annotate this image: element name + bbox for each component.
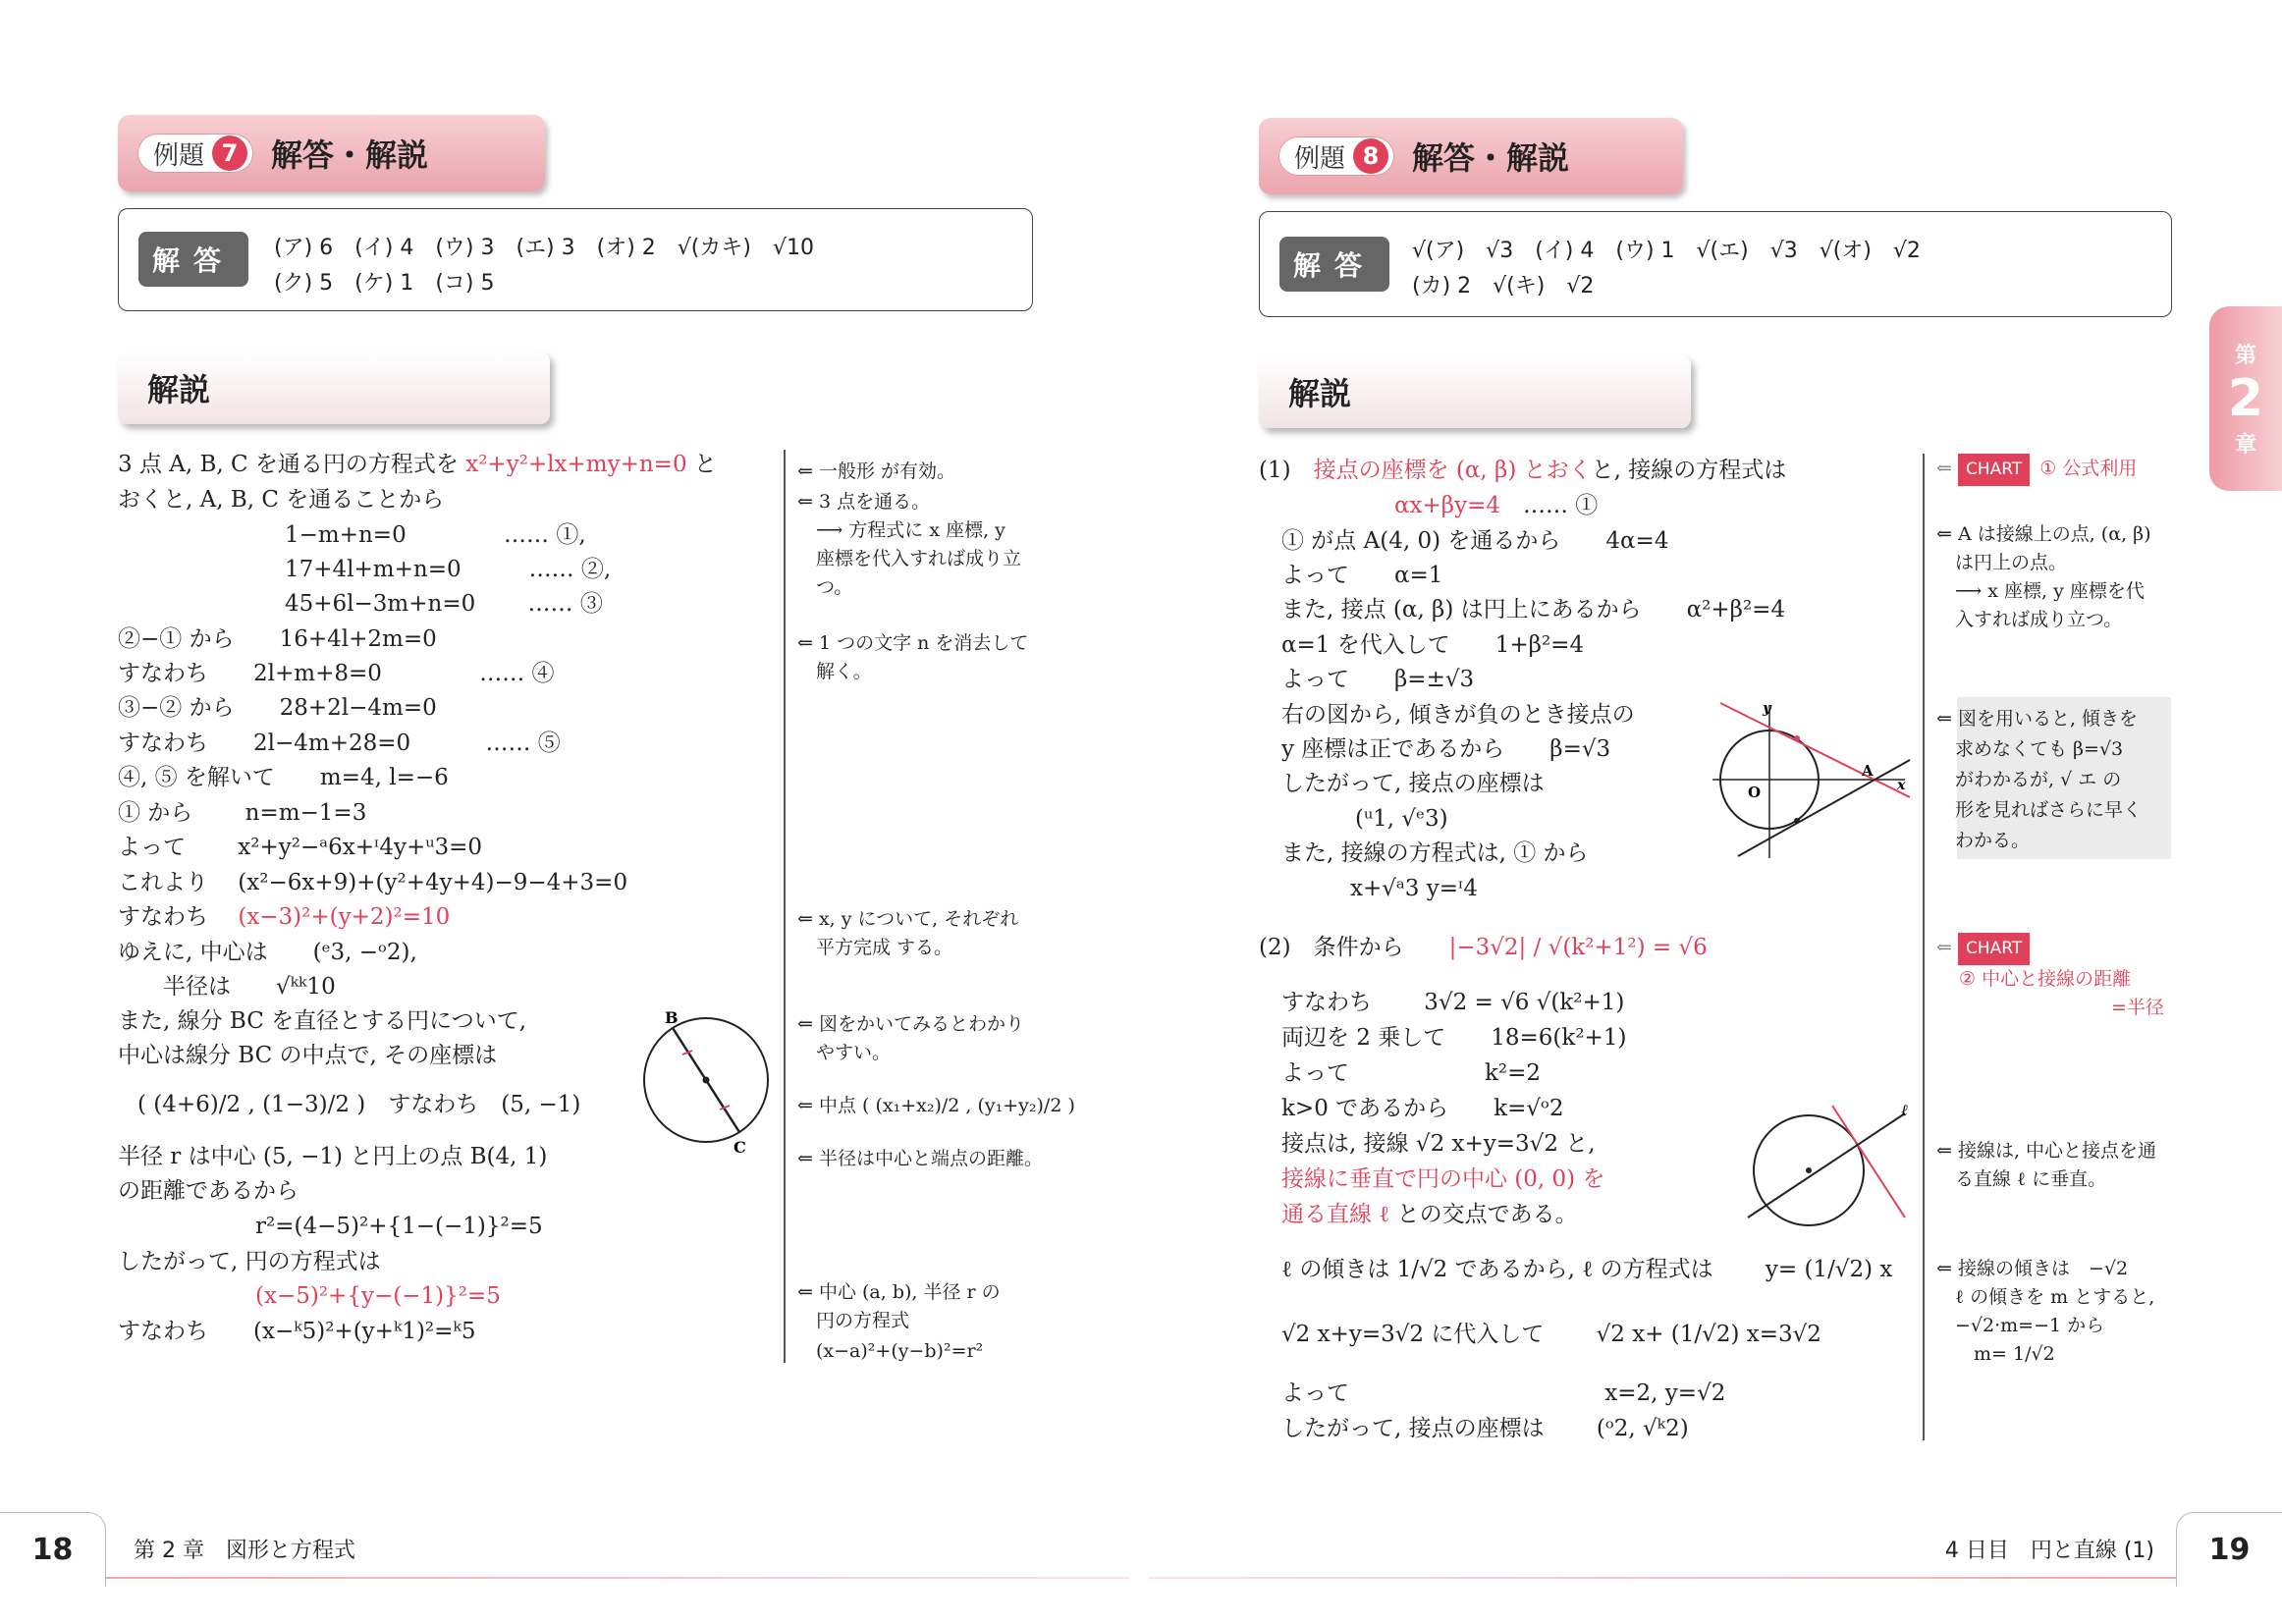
answer-line-1: (ア) 6 (イ) 4 (ウ) 3 (エ) 3 (オ) 2 √(カキ) √10 — [274, 236, 814, 260]
example-8-banner — [1259, 118, 1683, 194]
highlight-text: 通る直線 ℓ — [1281, 1202, 1390, 1227]
side-note: ⇐ 半径は中心と端点の距離。 — [797, 1148, 1043, 1169]
side-note: ⟶ x 座標, y 座標を代 — [1936, 580, 2145, 602]
body-text: 中心は線分 BC の中点で, その座標は — [118, 1043, 498, 1068]
side-note: ⇐ x, y について, それぞれ — [797, 908, 1019, 930]
side-note: は円上の点。 — [1936, 552, 2068, 573]
axis-x-label: x — [1897, 778, 1906, 793]
chart-note-1: ⇐ CHART ① 公式利用 — [1936, 454, 2137, 486]
answer-label: 解答 — [1279, 237, 1389, 292]
axis-y-label: y — [1763, 699, 1771, 717]
solution-line — [255, 1212, 543, 1241]
tangent-figure-1 — [1709, 699, 1915, 861]
highlight-text: 接点の座標を (α, β) とおく — [1313, 458, 1592, 483]
body-text: よって x²+y²−ᵃ6x+ᶦ4y+ᵘ3=0 — [118, 835, 482, 860]
body-text: ① から n=m−1=3 — [118, 800, 367, 826]
side-note: 座標を代入すれば成り立 — [797, 548, 1022, 569]
footer-band-left — [0, 1577, 1129, 1579]
solution-line — [1281, 1255, 1892, 1284]
body-text: ① が点 A(4, 0) を通るから 4α=4 — [1281, 528, 1669, 554]
body-text: よって α=1 — [1281, 563, 1443, 588]
solution-line — [118, 938, 417, 967]
side-note: 円の方程式 — [797, 1310, 910, 1331]
solution-line — [1281, 630, 1584, 660]
side-note: ⇐ 中点 ( (x₁+x₂)/2 , (y₁+y₂)/2 ) — [797, 1095, 1075, 1116]
body-text: 45+6l−3m+n=0 …… ③ — [285, 591, 603, 617]
solution-line — [118, 485, 444, 514]
side-note: ⇐ 図を用いると, 傾きを — [1936, 708, 2139, 730]
chart-badge: CHART — [1958, 454, 2030, 486]
side-note: ⇐ 図をかいてみるとわかり — [797, 1013, 1024, 1035]
highlight-text: (x−3)²+(y+2)²=10 — [238, 904, 451, 930]
side-note: る直線 ℓ に垂直。 — [1936, 1168, 2107, 1190]
example-pill — [1278, 136, 1394, 176]
solution-line — [1281, 1164, 1604, 1194]
example-number: 7 — [212, 135, 247, 171]
solution-line — [1281, 665, 1474, 694]
body-text: よって β=±√3 — [1281, 667, 1475, 692]
body-text: また, 接線の方程式は, ① から — [1281, 840, 1589, 866]
solution-line — [118, 763, 449, 792]
solution-line — [1355, 804, 1448, 834]
body-text: したがって, 円の方程式は — [118, 1249, 381, 1274]
solution-line — [1281, 1094, 1564, 1123]
solution-line — [1281, 700, 1635, 730]
body-text: (1) — [1259, 458, 1314, 483]
side-note: やすい。 — [797, 1042, 892, 1063]
body-text: ゆえに, 中心は (ᵉ3, −ᵒ2), — [118, 940, 417, 965]
solution-line — [118, 1247, 381, 1276]
side-note: 解く。 — [797, 661, 872, 682]
body-text: の距離であるから — [118, 1178, 299, 1204]
solution-line — [118, 868, 627, 897]
page-number-left: 18 — [0, 1512, 106, 1587]
side-note: わかる。 — [1936, 830, 2031, 851]
chapter-tab-number: 2 — [2227, 369, 2264, 428]
solution-line — [285, 555, 611, 584]
solution-line — [118, 1317, 475, 1346]
body-text: (ᵘ1, √ᵉ3) — [1355, 806, 1448, 832]
body-text: α=1 を代入して 1+β²=4 — [1281, 632, 1585, 658]
body-text: すなわち 2l−4m+28=0 …… ⑤ — [118, 731, 561, 756]
body-text: したがって, 接点の座標は (ᵒ2, √ᵏ2) — [1281, 1416, 1689, 1441]
body-text: すなわち — [118, 904, 239, 930]
body-text: 1−m+n=0 …… ①, — [285, 522, 586, 548]
highlight-text: x²+y²+lx+my+n=0 — [465, 452, 687, 477]
answer-line-1: √(ア) √3 (イ) 4 (ウ) 1 √(エ) √3 √(オ) √2 — [1412, 239, 1921, 263]
solution-line — [1259, 933, 1708, 962]
body-text: 半径 r は中心 (5, −1) と円上の点 B(4, 1) — [118, 1144, 548, 1169]
example-number: 8 — [1353, 138, 1388, 174]
side-note: ⇐ 接線は, 中心と接点を通 — [1936, 1140, 2157, 1162]
example-label: 例題 — [1294, 143, 1346, 174]
solution-line — [1281, 595, 1785, 624]
banner-title: 解答・解説 — [271, 136, 429, 174]
side-note: ⟶ 方程式に x 座標, y — [797, 519, 1005, 541]
body-text: また, 接点 (α, β) は円上にあるから α²+β²=4 — [1281, 597, 1786, 623]
body-text: 両辺を 2 乗して 18=6(k²+1) — [1281, 1025, 1627, 1051]
side-note: ⇐ 中心 (a, b), 半径 r の — [797, 1281, 1001, 1303]
body-text: 半径は √ᵏᵏ10 — [118, 974, 336, 1000]
solution-line — [1281, 734, 1610, 764]
solution-line — [1281, 1129, 1596, 1159]
body-text: 3 点 A, B, C を通る円の方程式を — [118, 452, 466, 477]
solution-line — [255, 1281, 501, 1311]
body-text: k>0 であるから k=√ᵒ2 — [1281, 1096, 1564, 1121]
side-note: がわかるが, √ エ の — [1936, 769, 2122, 790]
point-c-label: C — [734, 1138, 746, 1157]
chart-text: ① 公式利用 — [2039, 458, 2138, 479]
solution-line — [118, 798, 366, 828]
body-text: ( (4+6)/2 , (1−3)/2 ) すなわち (5, −1) — [137, 1092, 581, 1117]
body-text: y 座標は正であるから β=√3 — [1281, 736, 1611, 762]
body-text: すなわち (x−ᵏ5)²+(y+ᵏ1)²=ᵏ5 — [118, 1319, 476, 1344]
body-text: (2) 条件から — [1259, 935, 1449, 960]
body-text: と — [686, 452, 717, 477]
body-text: すなわち 2l+m+8=0 …… ④ — [118, 661, 555, 686]
solution-line — [1281, 988, 1624, 1017]
body-text: 右の図から, 傾きが負のとき接点の — [1281, 702, 1635, 728]
solution-line — [118, 902, 450, 932]
body-text: との交点である。 — [1389, 1202, 1578, 1227]
solution-line — [1281, 769, 1545, 798]
highlight-text: 接線に垂直で円の中心 (0, 0) を — [1281, 1166, 1605, 1192]
solution-line — [1281, 1200, 1578, 1229]
body-text: r²=(4−5)²+{1−(−1)}²=5 — [255, 1214, 543, 1239]
solution-line — [1350, 874, 1478, 903]
body-text: ④, ⑤ を解いて m=4, l=−6 — [118, 765, 449, 790]
side-note: m= 1/√2 — [1936, 1343, 2055, 1365]
point-a-label: A — [1862, 762, 1874, 780]
kaisetsu-heading: 解説 — [118, 352, 550, 424]
line-l-label: ℓ — [1901, 1101, 1908, 1119]
answer-box — [1259, 211, 2172, 317]
body-text: √2 x+y=3√2 に代入して √2 x+ (1/√2) x=3√2 — [1281, 1322, 1821, 1347]
solution-line — [118, 1176, 299, 1206]
solution-line — [118, 729, 561, 758]
solution-line — [1281, 1414, 1689, 1443]
side-note: ② 中心と接線の距離 — [1959, 968, 2132, 990]
body-text: と, 接線の方程式は — [1591, 458, 1787, 483]
tangent-figure-2 — [1738, 1100, 1915, 1227]
body-text: ③−② から 28+2l−4m=0 — [118, 695, 437, 721]
side-note: つ。 — [797, 576, 853, 598]
solution-line — [118, 1142, 547, 1171]
highlight-text: |−3√2| / √(k²+1²) = √6 — [1448, 935, 1708, 960]
solution-line — [285, 589, 603, 619]
footer-day-title: 4 日目 円と直線 (1) — [1944, 1539, 2154, 1563]
body-text: したがって, 接点の座標は — [1281, 771, 1545, 796]
answer-box — [118, 208, 1033, 311]
solution-line — [118, 1006, 526, 1036]
body-text: おくと, A, B, C を通ることから — [118, 487, 445, 513]
solution-line — [1281, 1058, 1541, 1088]
page-number-right: 19 — [2176, 1512, 2282, 1587]
highlight-text: αx+βy=4 — [1394, 493, 1500, 518]
answer-line-2: (ク) 5 (ケ) 1 (コ) 5 — [274, 271, 495, 296]
circle-bc-figure — [633, 1001, 781, 1159]
body-text: …… ① — [1499, 493, 1599, 518]
right-divider — [1923, 454, 1925, 1440]
chart-note-2: ⇐ CHART — [1936, 933, 2039, 965]
side-note: ℓ の傾きを m とすると, — [1936, 1286, 2155, 1308]
point-b-label: B — [665, 1008, 679, 1027]
footer-band-right — [1149, 1577, 2282, 1579]
chapter-side-tab — [2209, 306, 2282, 491]
side-note: 形を見ればさらに早く — [1936, 799, 2143, 821]
example-pill — [137, 134, 253, 173]
solution-line — [285, 520, 586, 550]
chapter-tab-top: 第 — [2234, 344, 2256, 368]
body-text: x+√ᵃ3 y=ᶦ4 — [1350, 876, 1478, 901]
banner-title: 解答・解説 — [1412, 139, 1570, 177]
body-text: よって k²=2 — [1281, 1060, 1542, 1086]
solution-line — [118, 833, 482, 862]
highlight-text: (x−5)²+{y−(−1)}²=5 — [255, 1283, 501, 1309]
footer-chapter-title: 第 2 章 図形と方程式 — [134, 1539, 355, 1563]
solution-line — [137, 1090, 580, 1119]
solution-line — [1281, 526, 1668, 556]
side-note: −√2·m=−1 から — [1936, 1315, 2105, 1336]
solution-line — [118, 450, 717, 479]
answer-line-2: (カ) 2 √(キ) √2 — [1412, 274, 1595, 298]
side-note: ⇐ 3 点を通る。 — [797, 491, 931, 513]
body-text: 接点は, 接線 √2 x+y=3√2 と, — [1281, 1131, 1596, 1157]
kaisetsu-heading: 解説 — [1259, 355, 1691, 428]
answer-label: 解答 — [138, 232, 248, 287]
chart-badge: CHART — [1958, 933, 2030, 965]
solution-line — [118, 659, 555, 688]
side-note: ⇐ A は接線上の点, (α, β) — [1936, 523, 2151, 545]
solution-line — [118, 1041, 497, 1070]
side-note: ⇐ 1 つの文字 n を消去して — [797, 632, 1029, 654]
solution-line — [118, 972, 336, 1001]
side-note: ⇐ 接線の傾きは −√2 — [1936, 1258, 2129, 1279]
side-note: 求めなくても β=√3 — [1936, 738, 2124, 760]
body-text: よって x=2, y=√2 — [1281, 1380, 1726, 1406]
solution-line — [1281, 839, 1589, 868]
side-note: 平方完成 する。 — [797, 937, 953, 958]
solution-line — [1281, 1023, 1626, 1053]
solution-line — [118, 624, 437, 654]
side-note: 入すれば成り立つ。 — [1936, 609, 2123, 630]
solution-line — [118, 693, 437, 723]
solution-line — [1281, 561, 1442, 590]
side-note: (x−a)²+(y−b)²=r² — [797, 1340, 984, 1362]
solution-line — [1281, 1320, 1821, 1349]
body-text: ②−① から 16+4l+2m=0 — [118, 626, 437, 652]
side-note: =半径 — [2111, 997, 2164, 1018]
solution-line — [1259, 456, 1786, 485]
body-text: すなわち 3√2 = √6 √(k²+1) — [1281, 990, 1625, 1015]
body-text: これより (x²−6x+9)+(y²+4y+4)−9−4+3=0 — [118, 870, 628, 895]
solution-line — [1281, 1379, 1725, 1408]
body-text: ℓ の傾きは 1/√2 であるから, ℓ の方程式は y= (1/√2) x — [1281, 1257, 1893, 1282]
example-label: 例題 — [153, 140, 205, 171]
example-7-banner — [118, 115, 545, 191]
body-text: 17+4l+m+n=0 …… ②, — [285, 557, 612, 582]
left-divider — [784, 450, 786, 1363]
body-text: また, 線分 BC を直径とする円について, — [118, 1008, 527, 1034]
origin-label: O — [1748, 784, 1762, 801]
side-note: ⇐ 一般形 が有効。 — [797, 460, 955, 482]
solution-line — [1394, 491, 1598, 520]
chapter-tab-bottom: 章 — [2234, 433, 2256, 458]
